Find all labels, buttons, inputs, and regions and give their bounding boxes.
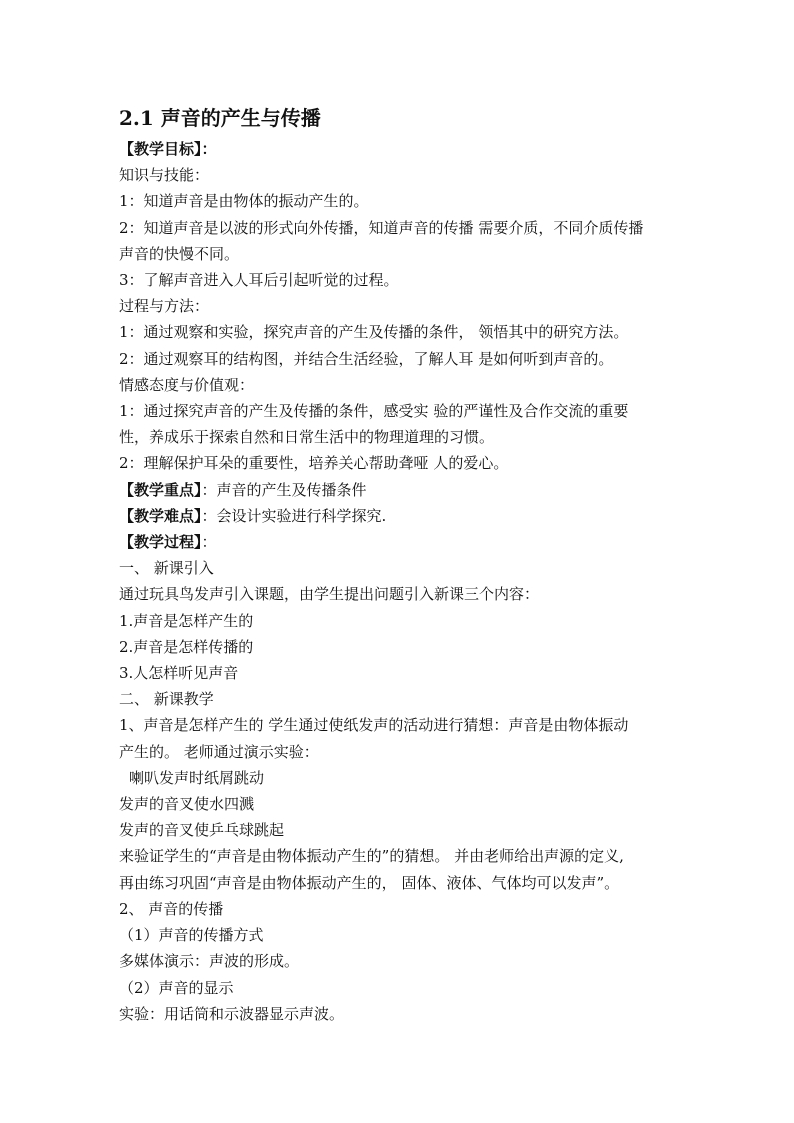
part2-line: 实验：用话筒和示波器显示声波。: [119, 1004, 345, 1023]
process-item: 1：通过观察和实验，探究声音的产生及传播的条件， 领悟其中的研究方法。: [119, 323, 629, 342]
emotion-heading: 情感态度与价值观：: [119, 375, 255, 394]
process-heading: 过程与方法：: [119, 297, 210, 316]
part2-heading: 二、 新课教学: [119, 690, 214, 709]
part2-line: 产生的。 老师通过演示实验：: [119, 742, 319, 761]
part1-line: 1.声音是怎样产生的: [119, 611, 254, 630]
knowledge-item: 1：知道声音是由物体的振动产生的。: [119, 192, 369, 211]
process-item: 2：通过观察耳的结构图，并结合生活经验，了解人耳 是如何听到声音的。: [119, 349, 614, 368]
teaching-goals-label: 【教学目标】：: [119, 140, 217, 158]
document-content: [119, 104, 679, 1027]
difficulty-row: [119, 503, 679, 529]
emotion-item: 性，养成乐于探索自然和日常生活中的物理道理的习惯。: [119, 428, 495, 447]
part1-line: 2.声音是怎样传播的: [119, 637, 254, 656]
part2-line: 喇叭发声时纸屑跳动: [129, 768, 265, 787]
part2-line: 发声的音叉使乒乓球跳起: [119, 821, 285, 840]
teaching-process-label: 【教学过程】: [119, 533, 202, 552]
part2-line: 1、声音是怎样产生的 学生通过使纸发声的活动进行猜想：声音是由物体振动: [119, 716, 629, 735]
part1-line: 3.人怎样听见声音: [119, 664, 239, 683]
part2-line: 来验证学生的“声音是由物体振动产生的”的猜想。 并由老师给出声源的定义,: [119, 847, 624, 866]
part2-line: （2）声音的显示: [119, 978, 234, 997]
knowledge-item: 2：知道声音是以波的形式向外传播，知道声音的传播 需要介质，不同介质传播: [119, 218, 644, 237]
knowledge-item: 声音的快慢不同。: [119, 244, 240, 263]
part2-line: （1）声音的传播方式: [119, 926, 264, 945]
part2-line: 多媒体演示：声波的形成。: [119, 952, 300, 971]
knowledge-heading: 知识与技能：: [119, 166, 210, 185]
part2-line: 发声的音叉使水四溅: [119, 795, 255, 814]
part2-line: 2、 声音的传播: [119, 899, 224, 918]
key-point-row: [119, 477, 679, 503]
emotion-item: 2：理解保护耳朵的重要性，培养关心帮助聋哑 人的爱心。: [119, 454, 509, 473]
key-point-text: ：声音的产生及传播条件: [201, 480, 367, 499]
part2-line: 再由练习巩固“声音是由物体振动产生的， 固体、液体、气体均可以发声”。: [119, 873, 620, 892]
emotion-item: 1：通过探究声音的产生及传播的条件，感受实 验的严谨性及合作交流的重要: [119, 402, 629, 421]
difficulty-text: ：会设计实验进行科学探究.: [201, 506, 387, 525]
teaching-process-row: [119, 529, 679, 555]
teaching-process-suffix: ：: [201, 533, 217, 552]
part1-heading: 一、 新课引入: [119, 559, 214, 578]
lesson-title: 2.1 声音的产生与传播: [119, 106, 321, 130]
difficulty-label: 【教学难点】: [119, 506, 202, 525]
part1-line: 通过玩具鸟发声引入课题，由学生提出问题引入新课三个内容：: [119, 585, 540, 604]
knowledge-item: 3：了解声音进入人耳后引起听觉的过程。: [119, 271, 399, 290]
key-point-label: 【教学重点】: [119, 480, 202, 499]
